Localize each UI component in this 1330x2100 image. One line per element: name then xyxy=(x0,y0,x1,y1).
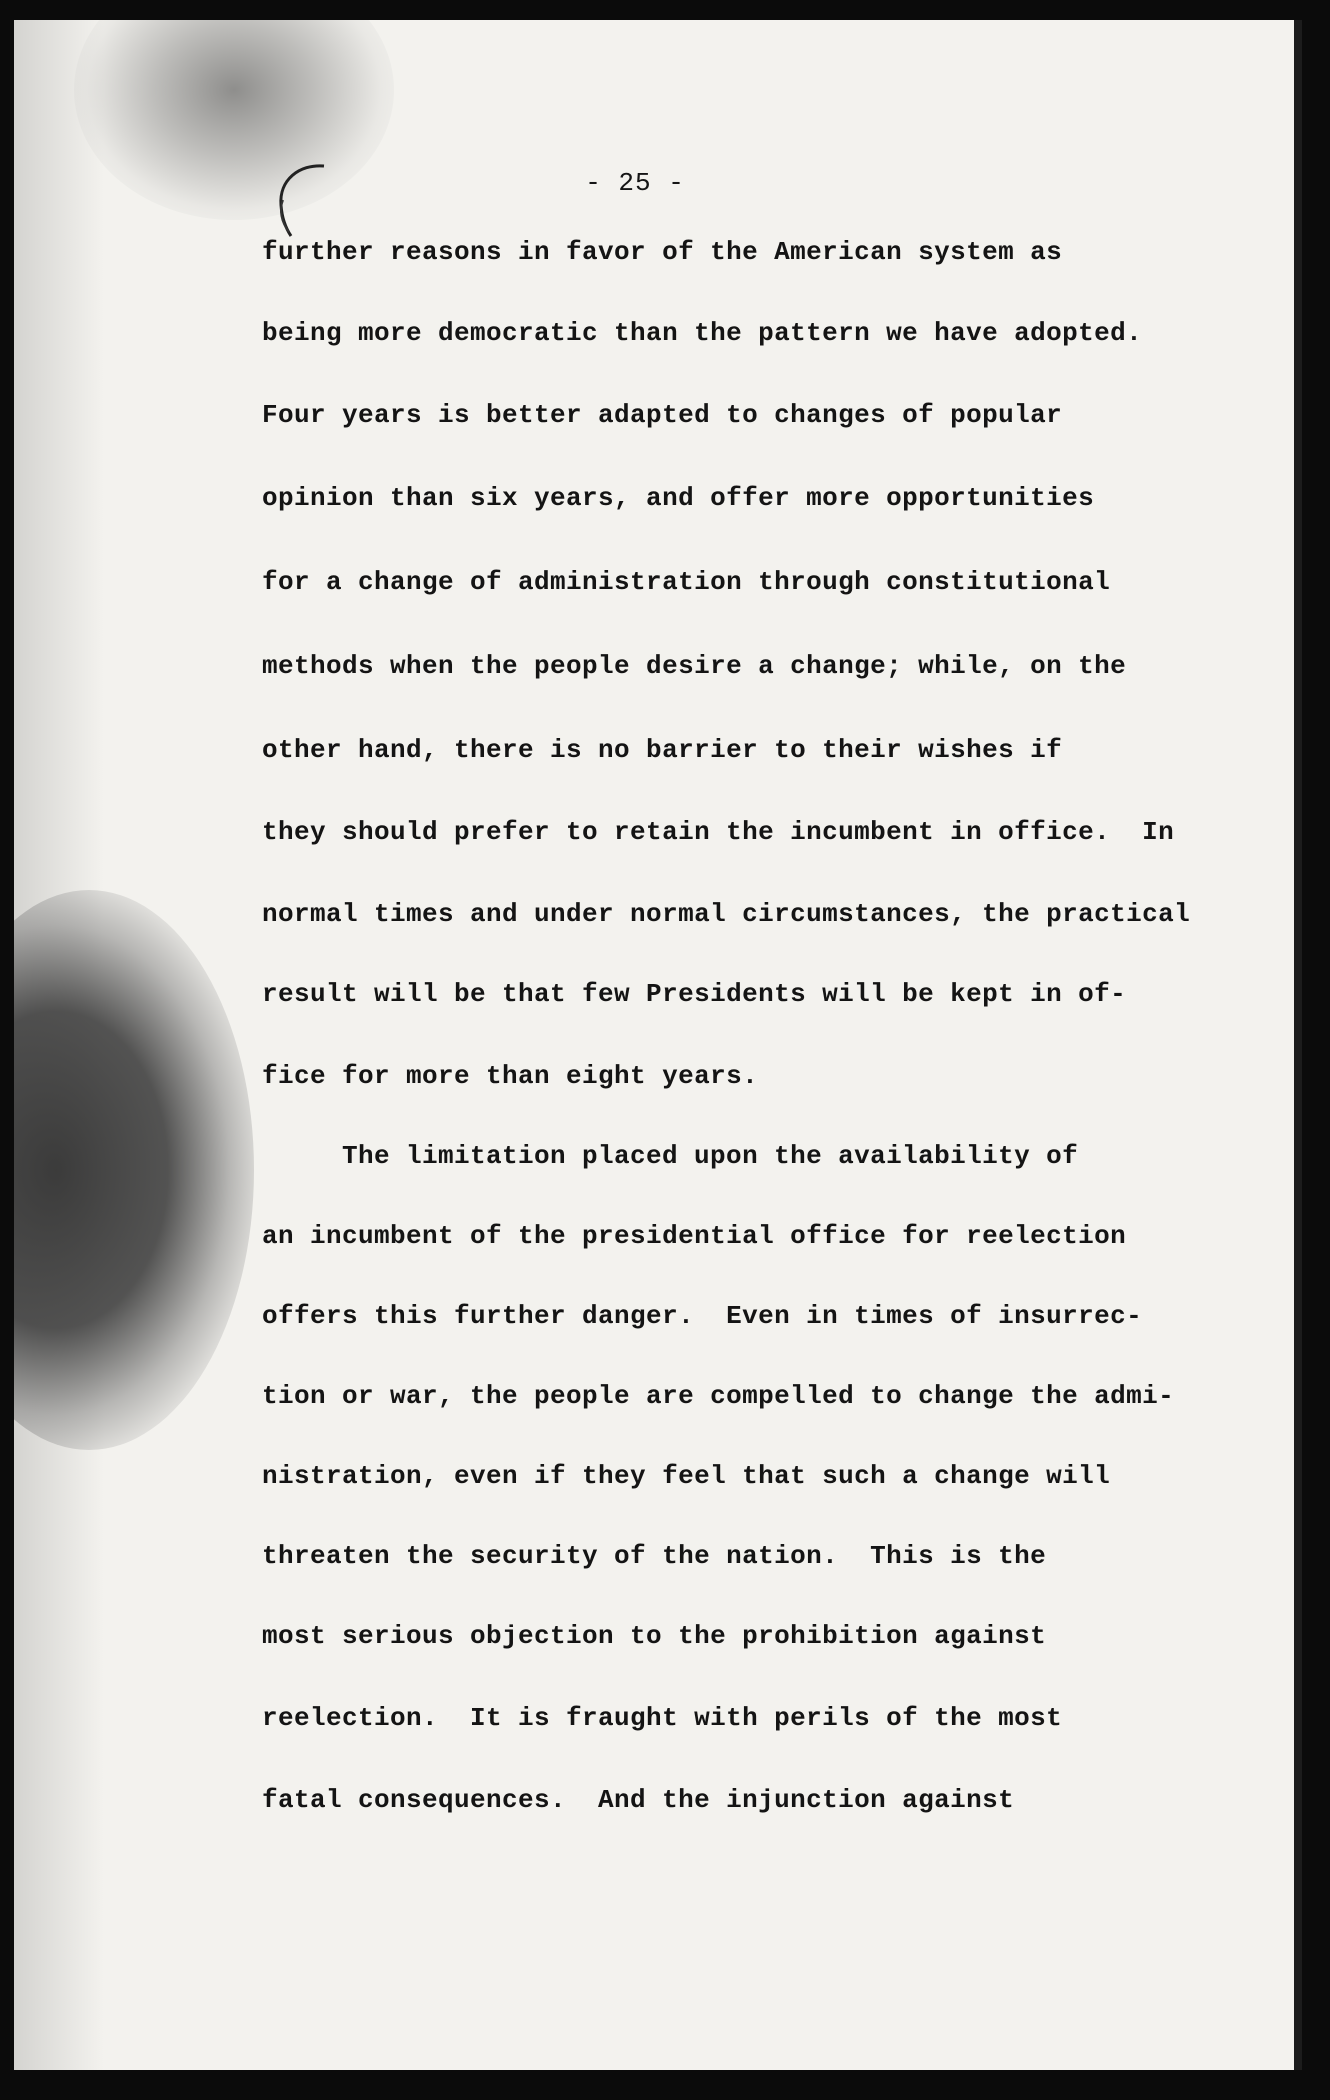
text-line: normal times and under normal circumstances, the practical xyxy=(262,899,1191,929)
text-line: methods when the people desire a change; while, on the xyxy=(262,651,1127,681)
handwritten-bracket-mark xyxy=(269,160,329,240)
text-line: result will be that few Presidents will be kept in of- xyxy=(262,979,1127,1009)
text-line: for a change of administration through constitutional xyxy=(262,567,1111,597)
text-line: reelection. It is fraught with perils of the most xyxy=(262,1703,1063,1733)
text-line: The limitation placed upon the availability of xyxy=(342,1141,1079,1171)
text-line: threaten the security of the nation. This is the xyxy=(262,1541,1047,1571)
text-line: further reasons in favor of the American system as xyxy=(262,237,1063,267)
text-line: offers this further danger. Even in times of insurrec- xyxy=(262,1301,1143,1331)
ink-blot-left xyxy=(14,890,254,1450)
text-line: an incumbent of the presidential office for reelection xyxy=(262,1221,1127,1251)
text-line: tion or war, the people are compelled to change the admi- xyxy=(262,1381,1175,1411)
text-line: fatal consequences. And the injunction against xyxy=(262,1785,1015,1815)
ink-blot-top xyxy=(74,20,394,220)
page-number: - 25 - xyxy=(585,168,685,198)
text-line: being more democratic than the pattern we have adopted. xyxy=(262,318,1143,348)
text-line: Four years is better adapted to changes of popular xyxy=(262,400,1063,430)
text-line: nistration, even if they feel that such a change will xyxy=(262,1461,1111,1491)
scan-edge-strip xyxy=(1294,20,1302,2070)
text-line: most serious objection to the prohibition against xyxy=(262,1621,1047,1651)
text-line: they should prefer to retain the incumbent in office. In xyxy=(262,817,1175,847)
text-line: opinion than six years, and offer more opportunities xyxy=(262,483,1095,513)
text-line: other hand, there is no barrier to their wishes if xyxy=(262,735,1063,765)
text-line: fice for more than eight years. xyxy=(262,1061,759,1091)
edge-shadow xyxy=(14,20,104,2070)
